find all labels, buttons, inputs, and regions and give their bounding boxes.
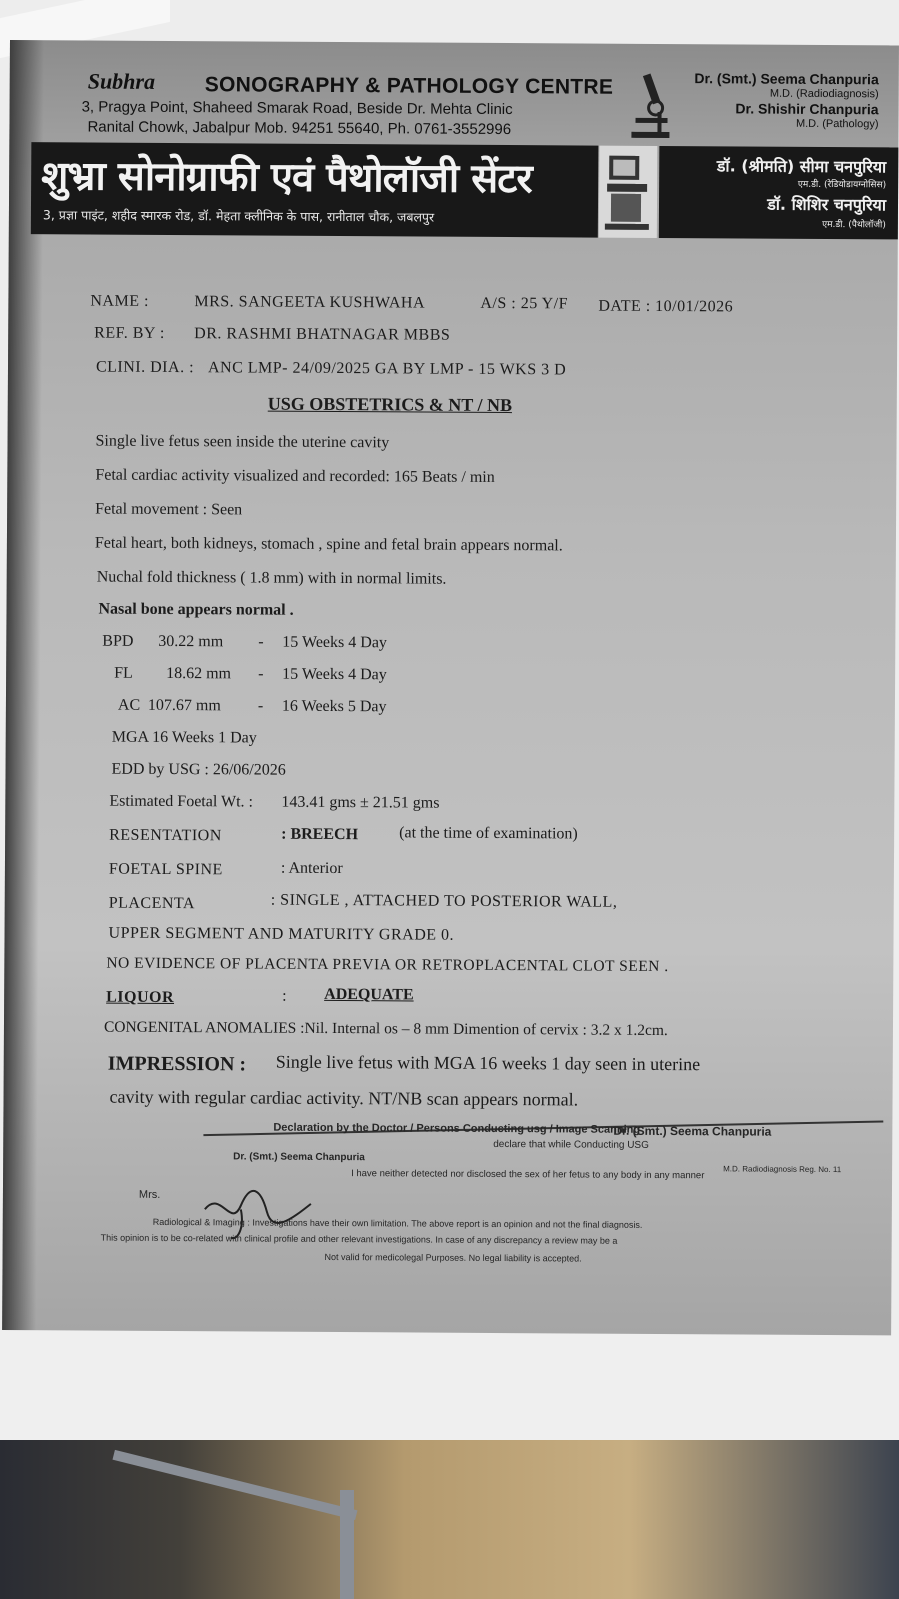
patient-name: MRS. SANGEETA KUSHWAHA bbox=[194, 293, 426, 312]
presentation-label: RESENTATION bbox=[109, 826, 222, 845]
disclaimer-1: Radiological & Imaging : Investigations have their own limitation. The above report is an opinion and not the final diagnosis. bbox=[152, 1216, 643, 1230]
finding-line: Fetal cardiac activity visualized and recorded: 165 Beats / min bbox=[95, 466, 495, 486]
measure-ga: 15 Weeks 4 Day bbox=[282, 665, 387, 684]
finding-line: Fetal heart, both kidneys, stomach , spine and fetal brain appears normal. bbox=[94, 534, 563, 555]
liquor-value: ADEQUATE bbox=[324, 985, 414, 1004]
doctor-2-name: Dr. Shishir Chanpuria bbox=[735, 100, 879, 118]
finding-line: Fetal movement : Seen bbox=[95, 500, 243, 519]
placenta-line-3: NO EVIDENCE OF PLACENTA PREVIA OR RETROPLACENTAL CLOT SEEN . bbox=[106, 954, 669, 976]
anomalies: CONGENITAL ANOMALIES :Nil. Internal os – 8 mm Dimention of cervix : 3.2 x 1.2cm. bbox=[103, 1018, 668, 1040]
impression-text: Single live fetus with MGA 16 weeks 1 day seen in uterine bbox=[275, 1051, 701, 1075]
presentation-note: (at the time of examination) bbox=[399, 824, 578, 843]
measure-value: 107.67 mm bbox=[147, 696, 221, 715]
declaration-declare: declare that while Conducting USG bbox=[493, 1138, 649, 1151]
hindi-doctor-banner bbox=[659, 146, 899, 239]
measure-sep: - bbox=[258, 665, 264, 683]
centre-name: SONOGRAPHY & PATHOLOGY CENTRE bbox=[204, 73, 614, 99]
efw-value: 143.41 gms ± 21.51 gms bbox=[281, 793, 440, 812]
impression-label: IMPRESSION : bbox=[107, 1052, 247, 1076]
report-title: USG OBSTETRICS & NT / NB bbox=[267, 393, 513, 416]
finding-line: Nuchal fold thickness ( 1.8 mm) with in normal limits. bbox=[96, 568, 447, 588]
disclaimer-3: Not valid for medicolegal Purposes. No legal liability is accepted. bbox=[324, 1251, 582, 1264]
measure-label: BPD bbox=[102, 632, 134, 650]
hindi-doctor-1: डॉ. (श्रीमति) सीमा चनपुरिया bbox=[716, 156, 887, 177]
doctor-1-name: Dr. (Smt.) Seema Chanpuria bbox=[694, 70, 879, 88]
ref-by: DR. RASHMI BHATNAGAR MBBS bbox=[194, 325, 451, 344]
declaration-mrs: Mrs. bbox=[138, 1188, 161, 1201]
measure-value: 30.22 mm bbox=[158, 632, 224, 651]
report-date: DATE : 10/01/2026 bbox=[598, 297, 734, 316]
placenta-value: : SINGLE , ATTACHED TO POSTERIOR WALL, bbox=[270, 891, 618, 911]
chair-leg bbox=[113, 1450, 358, 1520]
hindi-title: शुभ्रा सोनोग्राफी एवं पैथोलॉजी सेंटर bbox=[41, 153, 532, 203]
placenta-label: PLACENTA bbox=[108, 894, 196, 913]
measure-value: 18.62 mm bbox=[166, 664, 232, 683]
placenta-line-2: UPPER SEGMENT AND MATURITY GRADE 0. bbox=[108, 924, 455, 944]
paper-blank-area bbox=[0, 1330, 899, 1440]
disclaimer-2: This opinion is to be co-related with clinical profile and other relevant investigations. In case of any discrepancy a review may be a bbox=[100, 1232, 618, 1246]
doctor-block bbox=[658, 70, 878, 131]
hindi-doctor-2: डॉ. शिशिर चनपुरिया bbox=[767, 194, 887, 215]
edd: EDD by USG : 26/06/2026 bbox=[111, 760, 286, 779]
ref-label: REF. BY : bbox=[94, 324, 165, 342]
address-line-2: Ranital Chowk, Jabalpur Mob. 94251 55640, Ph. 0761-3552996 bbox=[87, 118, 512, 139]
chair-leg bbox=[340, 1490, 354, 1599]
name-label: NAME : bbox=[90, 292, 150, 310]
doctor-1-qual: M.D. (Radiodiagnosis) bbox=[769, 87, 879, 101]
efw-label: Estimated Foetal Wt. : bbox=[109, 792, 254, 811]
doctor-stamp: Dr. (Smt.) Seema Chanpuria bbox=[613, 1123, 772, 1139]
background-floor bbox=[0, 1440, 899, 1599]
hindi-banner bbox=[31, 142, 599, 237]
liquor-label: LIQUOR bbox=[106, 988, 175, 1007]
ultrasound-icon bbox=[599, 146, 658, 238]
doctor-stamp-qual: M.D. Radiodiagnosis Reg. No. 11 bbox=[723, 1164, 842, 1175]
clin-label: CLINI. DIA. : bbox=[95, 358, 195, 377]
spine-value: : Anterior bbox=[280, 859, 343, 878]
report-page bbox=[2, 40, 899, 1335]
measure-ga: 15 Weeks 4 Day bbox=[282, 633, 388, 652]
finding-line: Single live fetus seen inside the uterine cavity bbox=[95, 432, 390, 452]
spine-label: FOETAL SPINE bbox=[108, 860, 223, 879]
measure-sep: - bbox=[258, 633, 264, 651]
declaration-neither: I have neither detected nor disclosed the sex of her fetus to any body in any manner bbox=[351, 1168, 705, 1182]
impression-text-2: cavity with regular cardiac activity. NT/NB scan appears normal. bbox=[109, 1086, 579, 1110]
declaration-title: Declaration by the Doctor / Persons Conducting usg / Image Scanning bbox=[273, 1121, 641, 1136]
hindi-address: 3, प्रज्ञा पाइंट, शहीद स्मारक रोड, डॉ. मेहता क्लीनिक के पास, रानीताल चौक, जबलपुर bbox=[42, 207, 435, 225]
address-line-1: 3, Pragya Point, Shaheed Smarak Road, Beside Dr. Mehta Clinic bbox=[81, 98, 513, 119]
measure-sep: - bbox=[257, 697, 264, 715]
clin-dia: ANC LMP- 24/09/2025 GA BY LMP - 15 WKS 3 D bbox=[207, 359, 567, 379]
declaration-doctor-name: Dr. (Smt.) Seema Chanpuria bbox=[233, 1151, 365, 1164]
hindi-doctor-2-qual: एम.डी. (पैथोलॉजी) bbox=[822, 219, 886, 231]
measure-ga: 16 Weeks 5 Day bbox=[281, 697, 387, 716]
hindi-doctor-1-qual: एम.डी. (रेडियोडायग्नोसिस) bbox=[797, 179, 887, 191]
finding-line: Nasal bone appears normal . bbox=[98, 600, 294, 619]
ultrasound-machine-logo bbox=[599, 146, 658, 238]
measure-label: FL bbox=[114, 664, 133, 682]
liquor-sep: : bbox=[282, 987, 287, 1005]
measure-label: AC bbox=[117, 696, 141, 714]
doctor-2-qual: M.D. (Pathology) bbox=[795, 117, 879, 131]
presentation-value: : BREECH bbox=[281, 825, 359, 844]
brand-script: Subhra bbox=[87, 68, 156, 94]
age-sex: A/S : 25 Y/F bbox=[480, 294, 569, 313]
mga: MGA 16 Weeks 1 Day bbox=[111, 728, 257, 747]
